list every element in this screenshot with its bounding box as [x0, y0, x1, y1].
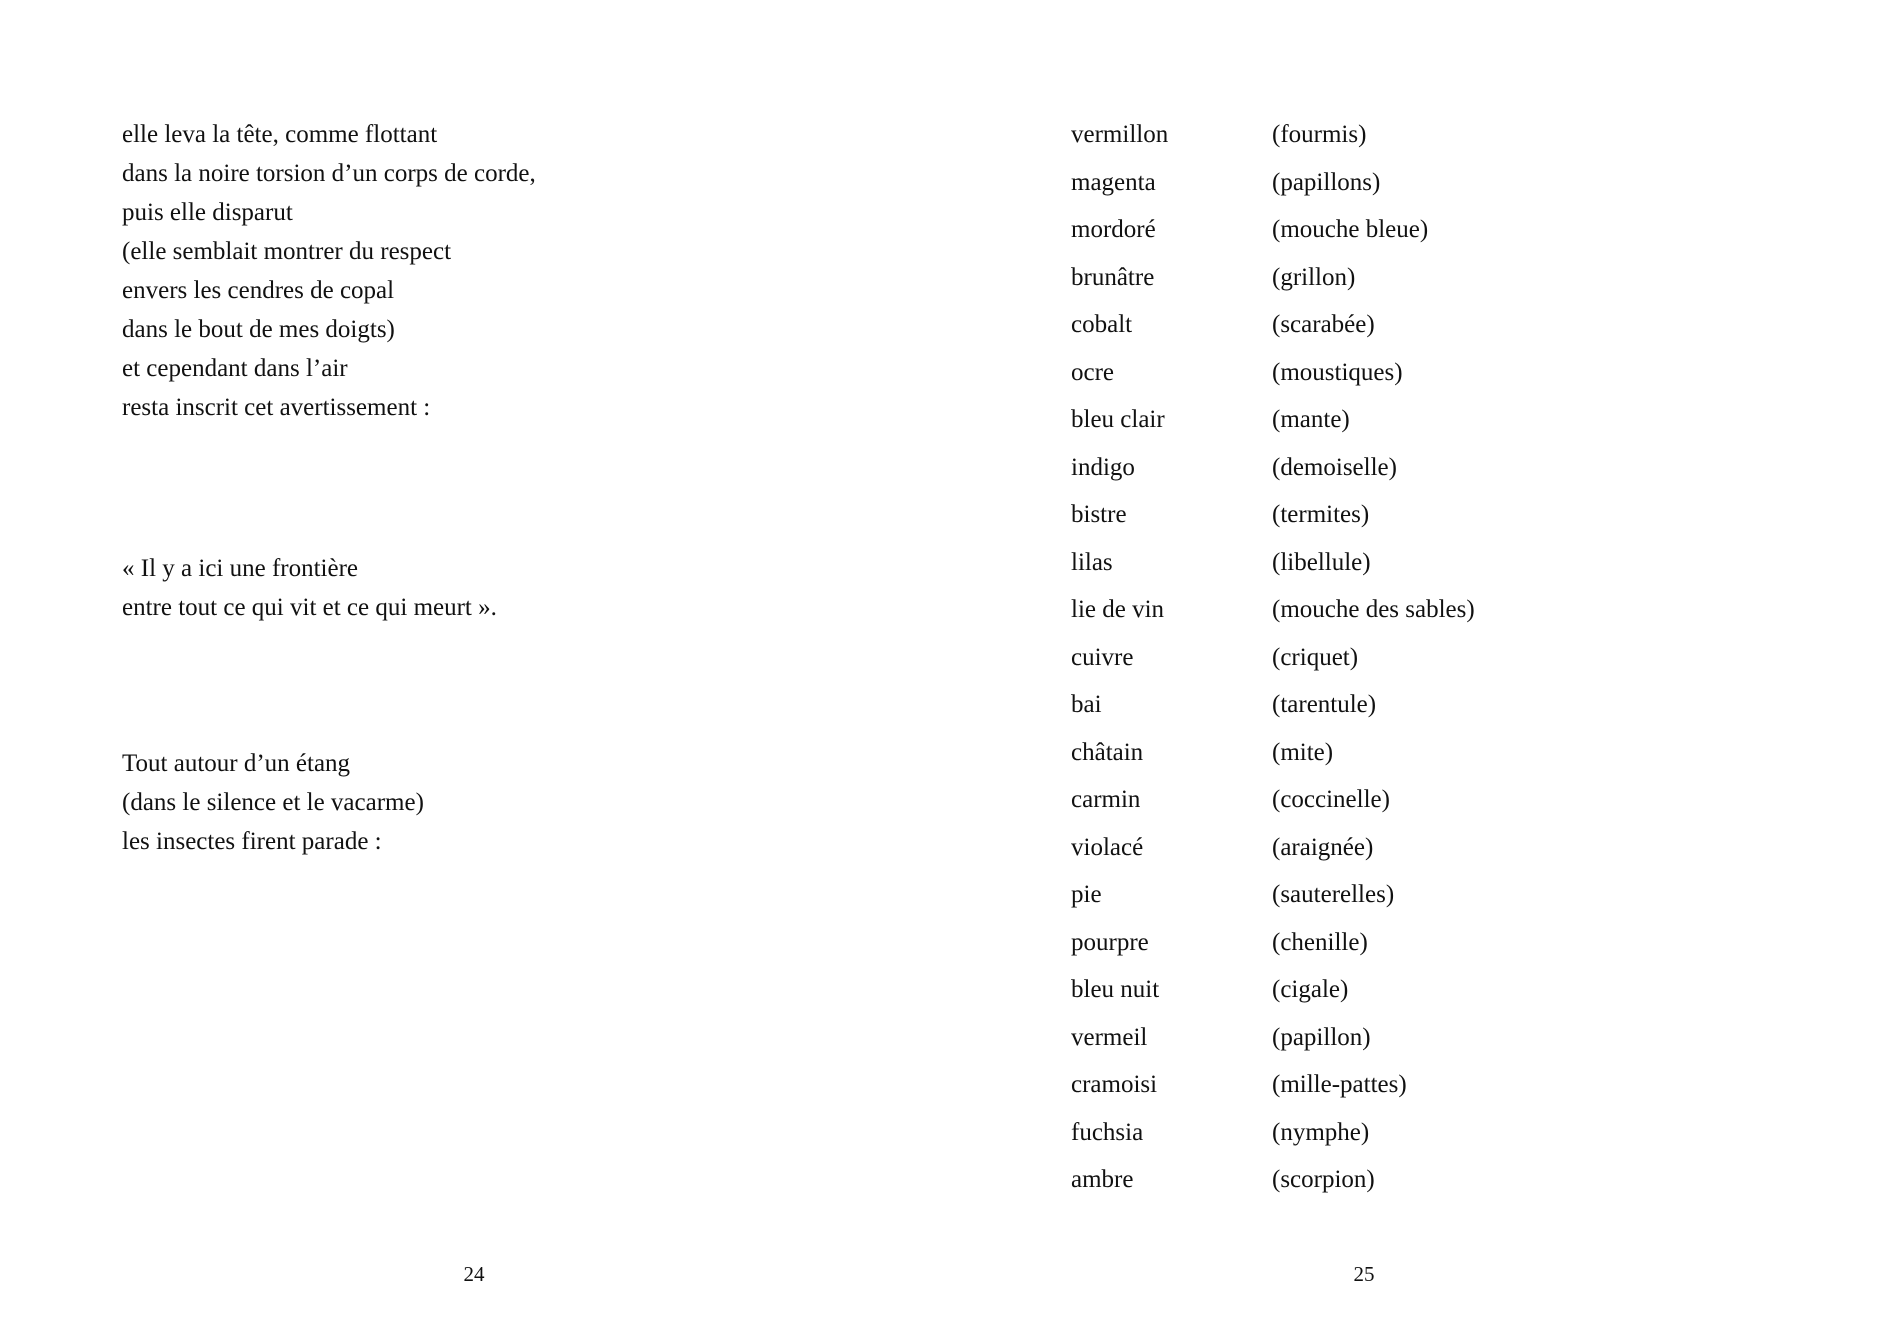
- color-name: lie de vin: [1071, 596, 1165, 623]
- poem-line: dans le bout de mes doigts): [122, 316, 395, 343]
- insect-name: (araignée): [1272, 833, 1374, 861]
- color-insect-row: [1071, 1113, 1475, 1161]
- insect-name: (moustiques): [1272, 358, 1403, 386]
- color-name: pourpre: [1071, 928, 1149, 956]
- color-name: bai: [1071, 691, 1102, 718]
- poem-line: elle leva la tête, comme flottant: [122, 121, 438, 148]
- insect-name: (papillons): [1272, 168, 1381, 196]
- color-insect-row: [1071, 400, 1475, 448]
- color-insect-row: [1071, 1065, 1475, 1113]
- insect-name: (papillon): [1272, 1023, 1371, 1051]
- color-insect-row: [1071, 638, 1475, 686]
- color-insect-row: [1071, 448, 1475, 496]
- page-number-right: 25: [1353, 1262, 1375, 1286]
- color-insect-row: [1071, 1160, 1475, 1208]
- color-name: magenta: [1071, 168, 1156, 196]
- color-insect-row: [1071, 353, 1475, 401]
- insect-name: (nymphe): [1272, 1118, 1370, 1146]
- insect-name: (scarabée): [1272, 311, 1375, 338]
- insect-name: (mouche bleue): [1272, 216, 1429, 243]
- page-number-left: 24: [463, 1262, 485, 1286]
- stanza-2: [122, 549, 497, 627]
- color-name: bleu nuit: [1071, 976, 1160, 1003]
- color-insect-row: [1071, 780, 1475, 828]
- insect-name: (grillon): [1272, 263, 1356, 291]
- color-name: indigo: [1071, 453, 1135, 481]
- color-name: bistre: [1071, 501, 1127, 528]
- poem-line: envers les cendres de copal: [122, 277, 395, 304]
- right-page: [945, 0, 1890, 1339]
- insect-name: (cigale): [1272, 976, 1349, 1003]
- insect-name: (mille-pattes): [1272, 1071, 1407, 1098]
- stanza-3: [122, 744, 424, 861]
- color-insect-row: [1071, 828, 1475, 876]
- color-insect-row: [1071, 305, 1475, 353]
- color-name: violacé: [1071, 833, 1144, 861]
- color-name: vermillon: [1071, 121, 1169, 148]
- poem-line: « Il y a ici une frontière: [122, 555, 359, 582]
- color-insect-row: [1071, 543, 1475, 591]
- color-name: vermeil: [1071, 1023, 1148, 1051]
- color-name: cramoisi: [1071, 1071, 1158, 1098]
- insect-name: (scorpion): [1272, 1166, 1375, 1193]
- color-name: pie: [1071, 881, 1102, 908]
- stanza-1: [122, 115, 536, 427]
- color-name: brunâtre: [1071, 263, 1155, 291]
- insect-name: (libellule): [1272, 548, 1371, 576]
- poem-line: et cependant dans l’air: [122, 355, 348, 382]
- poem-line: resta inscrit cet avertissement :: [122, 394, 431, 421]
- insect-name: (tarentule): [1272, 691, 1377, 718]
- insect-name: (fourmis): [1272, 121, 1367, 148]
- color-insect-row: [1071, 163, 1475, 211]
- color-name: fuchsia: [1071, 1118, 1144, 1146]
- color-name: cobalt: [1071, 311, 1133, 338]
- color-insect-row: [1071, 590, 1475, 638]
- poem-line: entre tout ce qui vit et ce qui meurt ».: [122, 594, 497, 621]
- poem-line: les insectes firent parade :: [122, 828, 382, 855]
- color-name: carmin: [1071, 786, 1141, 813]
- poem-line: dans la noire torsion d’un corps de corde,: [122, 160, 536, 187]
- insect-name: (mite): [1272, 738, 1334, 766]
- insect-name: (coccinelle): [1272, 786, 1390, 813]
- color-insect-row: [1071, 685, 1475, 733]
- color-insect-list: [1071, 115, 1475, 1208]
- color-insect-row: [1071, 875, 1475, 923]
- color-name: châtain: [1071, 738, 1144, 766]
- poem-line: (elle semblait montrer du respect: [122, 238, 452, 265]
- color-name: cuivre: [1071, 643, 1134, 671]
- color-insect-row: [1071, 733, 1475, 781]
- insect-name: (chenille): [1272, 928, 1368, 956]
- color-insect-row: [1071, 115, 1475, 163]
- poem-line: (dans le silence et le vacarme): [122, 789, 424, 816]
- color-insect-row: [1071, 495, 1475, 543]
- color-name: bleu clair: [1071, 406, 1165, 433]
- color-insect-row: [1071, 923, 1475, 971]
- insect-name: (termites): [1272, 501, 1370, 528]
- color-name: ambre: [1071, 1166, 1134, 1193]
- color-name: ocre: [1071, 358, 1115, 386]
- color-insect-row: [1071, 258, 1475, 306]
- color-insect-row: [1071, 970, 1475, 1018]
- color-insect-row: [1071, 210, 1475, 258]
- color-name: lilas: [1071, 548, 1113, 576]
- color-name: mordoré: [1071, 216, 1156, 243]
- color-insect-row: [1071, 1018, 1475, 1066]
- poem-line: puis elle disparut: [122, 199, 293, 226]
- poem-line: Tout autour d’un étang: [122, 750, 351, 777]
- insect-name: (sauterelles): [1272, 881, 1395, 908]
- insect-name: (demoiselle): [1272, 453, 1397, 481]
- insect-name: (mouche des sables): [1272, 596, 1475, 623]
- insect-name: (mante): [1272, 406, 1350, 433]
- insect-name: (criquet): [1272, 643, 1359, 671]
